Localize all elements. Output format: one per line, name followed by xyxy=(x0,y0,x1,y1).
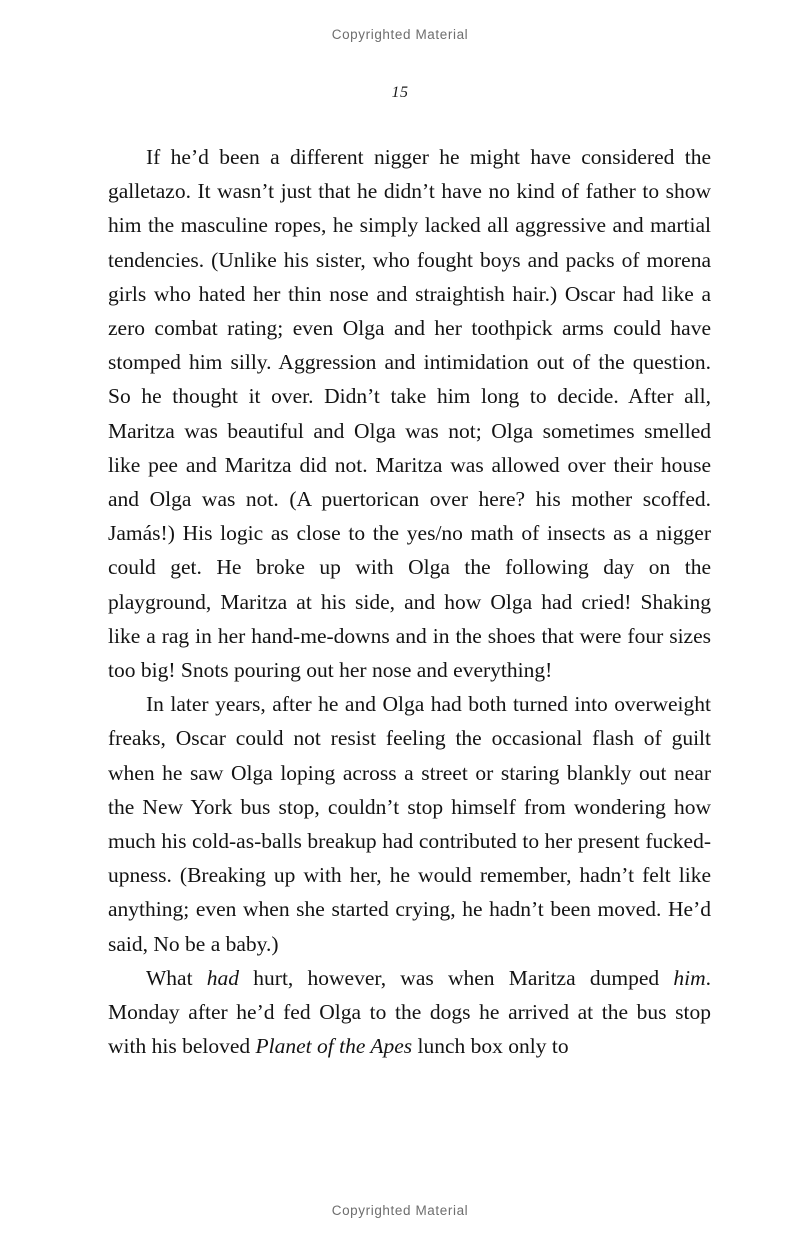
text-run: . Monday after he’d fed Olga to the dogs he arrived at the bus stop with his beloved xyxy=(108,965,711,1059)
text-run: What xyxy=(146,965,207,990)
italic-text-run: him xyxy=(673,965,706,990)
body-text xyxy=(108,140,711,1063)
italic-text-run: Planet of the Apes xyxy=(255,1034,413,1059)
text-run: If he’d been a different nigger he might have considered the galletazo. It wasn’t just that he didn’t have no kind of father to show him the masculine ropes, he simply lacked all aggressive and martial tendencies. (Unlike his sister, who fought boys and packs of morena girls who hated her thin nose and straightish hair.) Oscar had like a zero combat rating; even Olga and her toothpick arms could have stomped him silly. Aggression and intimidation out of the question. So he thought it over. Didn’t take him long to decide. After all, Maritza was beautiful and Olga was not; Olga sometimes smelled like pee and Maritza did not. Maritza was allowed over their house and Olga was not. (A puertorican over here? his mother scoffed. Jamás!) His logic as close to the yes/no math of insects as a nigger could get. He broke up with Olga the following day on the playground, Maritza at his side, and how Olga had cried! Shaking like a rag in her hand-me-downs and in the shoes that were four sizes too big! Snots pouring out her nose and everything! xyxy=(108,145,711,683)
paragraph xyxy=(108,687,711,961)
copyright-watermark-bottom: Copyrighted Material xyxy=(331,1203,469,1218)
italic-text-run: had xyxy=(206,965,240,990)
copyright-watermark-top: Copyrighted Material xyxy=(331,27,469,42)
text-run: In later years, after he and Olga had both turned into overweight freaks, Oscar could not resist feeling the occasional flash of guilt when he saw Olga loping across a street or staring blankly out near the New York bus stop, couldn’t stop himself from wondering how much his cold-as-balls breakup had contributed to her present fucked-upness. (Breaking up with her, he would remember, hadn’t felt like anything; even when she started crying, he hadn’t been moved. He’d said, No be a baby.) xyxy=(108,692,711,956)
page-number: 15 xyxy=(391,84,409,101)
text-run: hurt, however, was when Maritza dumped xyxy=(239,965,674,990)
paragraph xyxy=(108,140,711,687)
text-run: lunch box only to xyxy=(412,1034,569,1059)
paragraph xyxy=(108,961,711,1064)
